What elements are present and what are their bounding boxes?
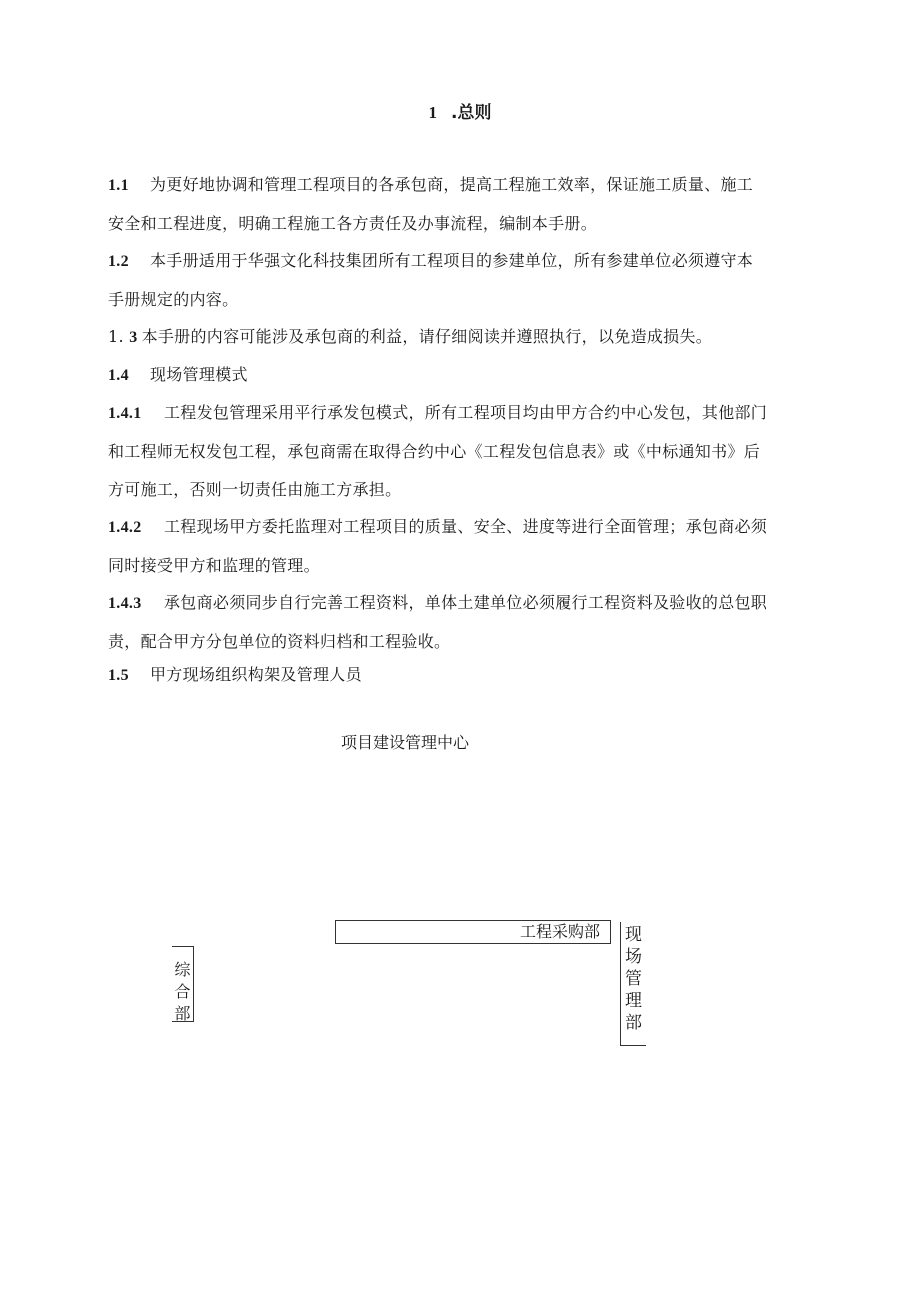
section-1-4-3 [108,584,768,661]
section-number-bold: 3 [129,329,138,346]
org-node-purchase-dept: 工程采购部 [335,920,611,944]
section-number: 1.4.3 [108,595,142,612]
section-number: 1.4.1 [108,405,142,422]
org-node-site-management-dept: 现 场 管 理 部 [620,922,646,1046]
section-1-2 [108,242,768,319]
section-1-4-2 [108,508,768,585]
section-1-1 [108,166,768,243]
chapter-heading [0,98,920,123]
section-text: 现场管理模式 [150,365,248,384]
org-node-general-dept: 综 合 部 [172,946,194,1022]
section-text: 承包商必须同步自行完善工程资料，单体土建单位必须履行工程资料及验收的总包职责，配合甲方分包单位的资料归档和工程验收。 [108,593,768,651]
section-number: 1.2 [108,253,129,270]
section-number: 1.4 [108,367,129,384]
section-text: 为更好地协调和管理工程项目的各承包商，提高工程施工效率，保证施工质量、施工安全和工程进度，明确工程施工各方责任及办事流程，编制本手册。 [108,175,754,233]
section-number: 1.4.2 [108,519,142,536]
section-text: 本手册的内容可能涉及承包商的利益，请仔细阅读并遵照执行，以免造成损失。 [141,327,713,346]
org-node-management-center: 项目建设管理中心 [340,733,469,752]
section-1-5 [108,656,768,695]
section-1-4 [108,356,768,395]
section-text: 甲方现场组织构架及管理人员 [150,665,362,684]
chapter-number: 1 [428,103,438,122]
section-1-4-1 [108,394,768,509]
section-text: 本手册适用于华强文化科技集团所有工程项目的参建单位，所有参建单位必须遵守本手册规定的内容。 [108,251,754,309]
section-text: 工程发包管理采用平行承发包模式，所有工程项目均由甲方合约中心发包，其他部门和工程师无权发包工程，承包商需在取得合约中心《工程发包信息表》或《中标通知书》后方可施工，否则一切责任由施工方承担。 [108,403,768,499]
chapter-title: .总则 [451,103,492,123]
section-text: 工程现场甲方委托监理对工程项目的质量、安全、进度等进行全面管理；承包商必须同时接受甲方和监理的管理。 [108,517,768,575]
section-1-3 [108,318,768,357]
section-number-prefix: 1. [108,327,130,346]
section-number: 1.5 [108,667,129,684]
section-number: 1.1 [108,177,129,194]
